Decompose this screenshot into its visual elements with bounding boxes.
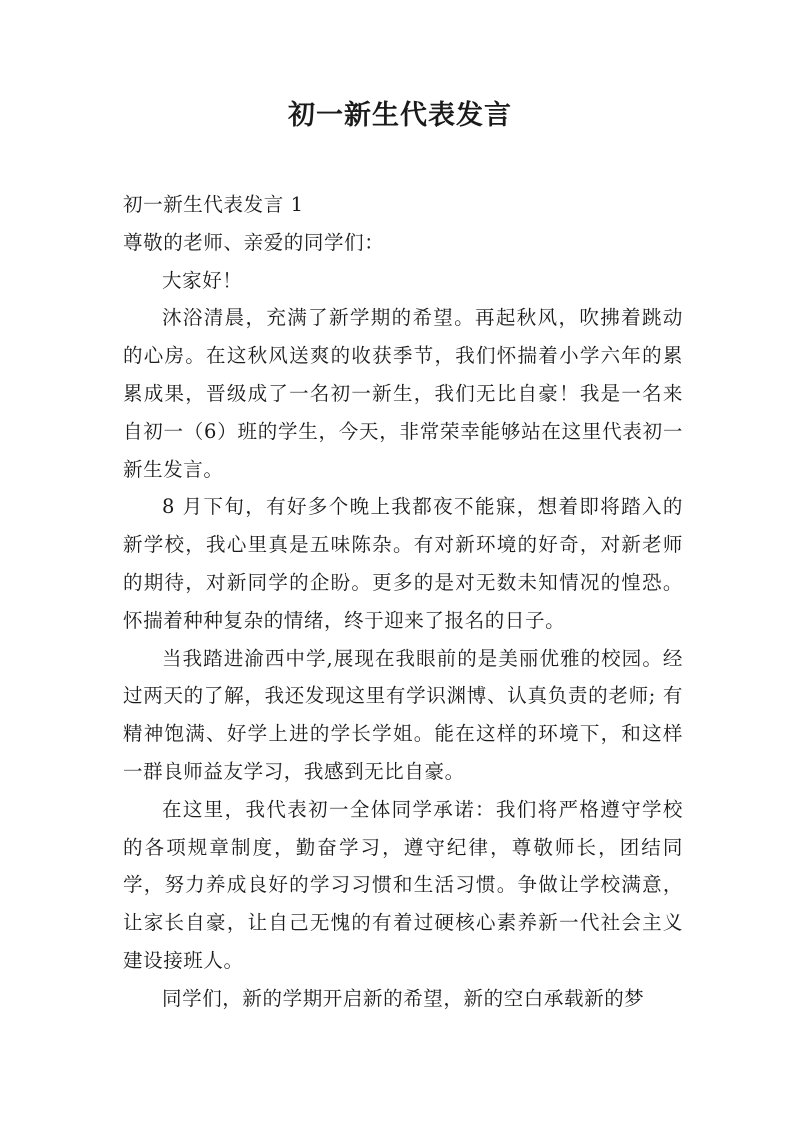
speech-heading: 初一新生代表发言 1 (123, 193, 304, 216)
paragraph-5: 同学们，新的学期开启新的希望，新的空白承载新的梦 (162, 986, 645, 1010)
paragraph-2: 8 月下旬，有好多个晚上我都夜不能寐，想着即将踏入的新学校，我心里真是五味陈杂。有对新环境的好奇，对新老师的期待，对新同学的企盼。更多的是对无数未知情况的惶恐。怀揣着种种复杂的情绪，终于迎来了报名的日子。 (123, 495, 683, 632)
paragraph-1: 沐浴清晨，充满了新学期的希望。再起秋风，吹拂着跳动的心房。在这秋风送爽的收获季节，我们怀揣着小学六年的累累成果，晋级成了一名初一新生，我们无比自豪！我是一名来自初一（6）班的学生，今天，非常荣幸能够站在这里代表初一新生发言。 (123, 306, 683, 481)
salutation: 尊敬的老师、亲爱的同学们： (123, 230, 385, 254)
paragraph-4: 在这里，我代表初一全体同学承诺：我们将严格遵守学校的各项规章制度，勤奋学习，遵守纪律，尊敬师长，团结同学，努力养成良好的学习习惯和生活习惯。争做让学校满意，让家长自豪，让自己无愧的有着过硬核心素养新一代社会主义建设接班人。 (123, 797, 683, 972)
document-title: 初一新生代表发言 (288, 100, 512, 131)
paragraph-3: 当我踏进渝西中学,展现在我眼前的是美丽优雅的校园。经过两天的了解，我还发现这里有学识渊博、认真负责的老师; 有精神饱满、好学上进的学长学姐。能在这样的环境下，和这样一群良师益友学习，我感到无比自豪。 (123, 646, 683, 783)
paragraph-greeting: 大家好！ (162, 268, 243, 292)
document-body (123, 186, 683, 1018)
